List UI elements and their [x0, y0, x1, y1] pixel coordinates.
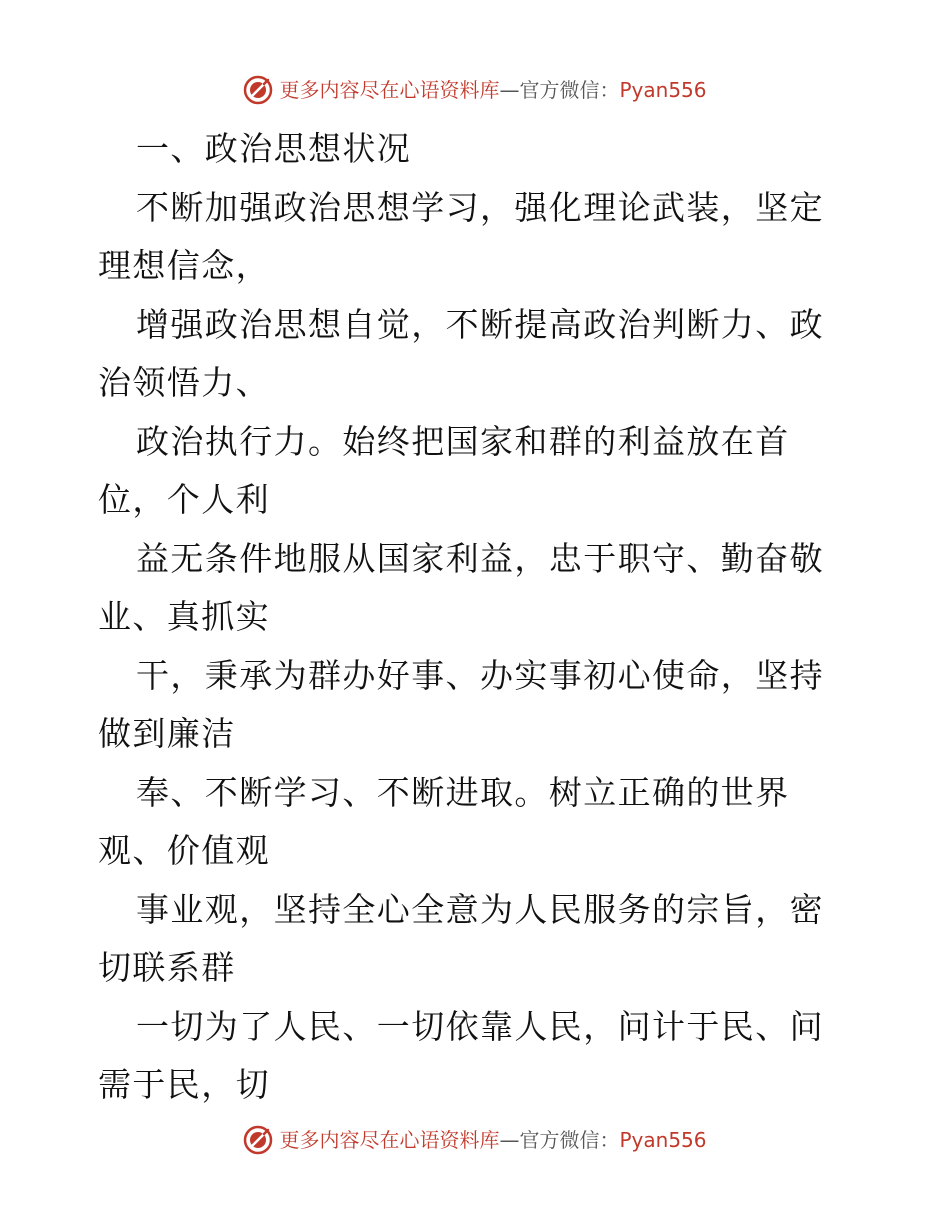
body-paragraph: 政治执行力。始终把国家和群的利益放在首位，个人利 [98, 421, 790, 519]
footer-banner [0, 1120, 950, 1160]
banner-wechat-label: —官方微信： [499, 78, 620, 102]
body-paragraph: 不断加强政治思想学习，强化理论武装，坚定理想信念， [98, 187, 824, 285]
section-heading: 一、政治思想状况 [136, 129, 412, 168]
document-body [98, 120, 858, 1115]
body-paragraph: 奉、不断学习、不断进取。树立正确的世界观、价值观 [98, 772, 790, 870]
banner-text [279, 75, 706, 105]
banner-text [279, 1125, 706, 1155]
body-paragraph: 益无条件地服从国家利益，忠于职守、勤奋敬业、真抓实 [98, 538, 824, 636]
body-paragraph: 干，秉承为群办好事、办实事初心使命，坚持做到廉洁 [98, 655, 824, 753]
body-paragraph: 一切为了人民、一切依靠人民，问计于民、问需于民，切 [98, 1006, 824, 1104]
banner-brand-text: 更多内容尽在心语资料库 [279, 78, 500, 102]
banner-wechat-label: —官方微信： [499, 1128, 620, 1152]
banner-wechat-account: Pyan556 [619, 78, 707, 102]
body-paragraph: 事业观，坚持全心全意为人民服务的宗旨，密切联系群 [98, 889, 824, 987]
banner-brand-text: 更多内容尽在心语资料库 [279, 1128, 500, 1152]
pen-logo-icon [243, 75, 273, 105]
pen-logo-icon [243, 1125, 273, 1155]
header-banner [0, 70, 950, 110]
body-paragraph: 增强政治思想自觉，不断提高政治判断力、政治领悟力、 [98, 304, 824, 402]
banner-wechat-account: Pyan556 [619, 1128, 707, 1152]
